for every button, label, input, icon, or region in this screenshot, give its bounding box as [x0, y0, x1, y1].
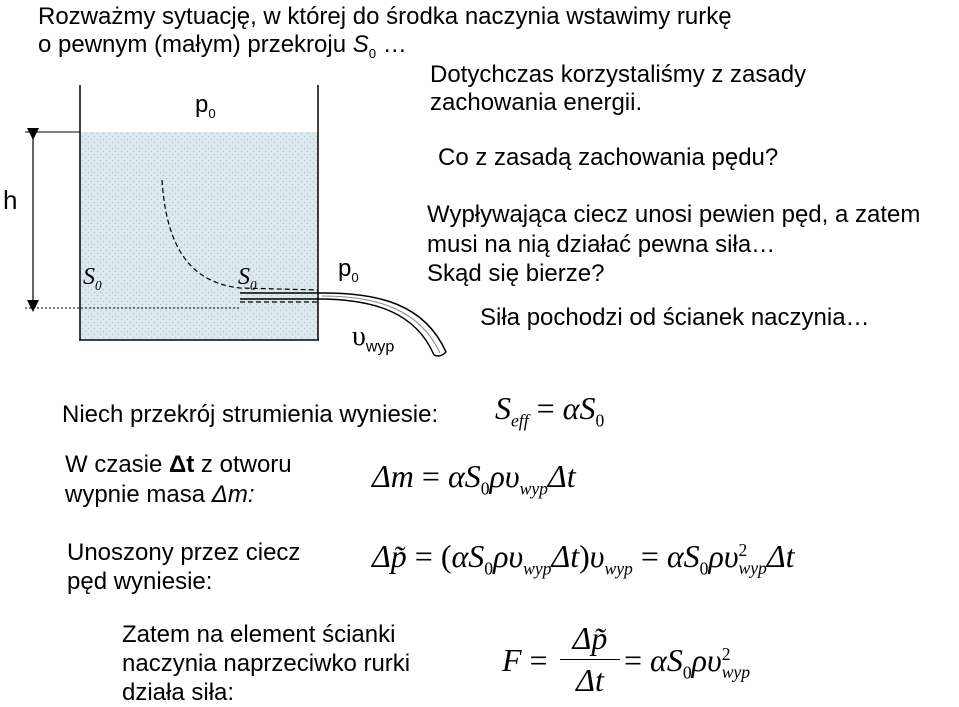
eq-term: ρυ [493, 538, 524, 574]
intro-line-2-text: o pewnym (małym) przekroju [38, 31, 347, 58]
eq-sub: 0 [484, 558, 494, 579]
eq-supsub [739, 542, 767, 577]
note-energy-1: Dotychczas korzystaliśmy z zasady [430, 61, 807, 88]
time-text-c: wypnie masa [65, 481, 212, 508]
eq-sign: = [406, 538, 441, 574]
force-text-3: działa siła: [122, 679, 235, 706]
force-text-2: naczynia naprzeciwko rurki [122, 650, 411, 677]
eq-term: ρυ [489, 458, 520, 494]
time-text-a: W czasie [65, 451, 170, 478]
s-symbol: S [83, 264, 95, 290]
eq-sub: 0 [682, 662, 692, 683]
eq-sign: = [624, 642, 651, 678]
s-subscript: 0 [250, 277, 257, 293]
eq-sub: eff [511, 410, 529, 431]
eq-term: αS [451, 538, 485, 574]
eq-paren: ( [440, 538, 452, 574]
eq-sign: = [521, 642, 548, 678]
time-text-dm: Δm: [211, 481, 255, 508]
eq-sign: = [632, 538, 667, 574]
area-label-tube [238, 263, 257, 300]
v-symbol: υ [352, 321, 366, 352]
time-text-2 [65, 480, 255, 509]
eq-sub: wyp [604, 558, 633, 579]
outflow-velocity-label [352, 322, 394, 362]
intro-s-subscript: 0 [368, 45, 377, 61]
eq-force-lhs [502, 642, 548, 679]
eq-term: Δm [372, 458, 414, 494]
intro-line-1: Rozważmy sytuację, w której do środka naczynia wstawimy rurkę [38, 3, 732, 30]
eq-denominator: Δt [576, 662, 604, 698]
eq-sub: wyp [519, 478, 548, 499]
s-symbol: S [238, 264, 250, 290]
eq-term: ρυ [708, 538, 739, 574]
note-energy-2: zachowania energii. [430, 89, 643, 116]
p-symbol: p [338, 255, 352, 282]
area-label-left [83, 263, 102, 300]
equation-mass [372, 458, 576, 499]
eq-term: υ [589, 538, 605, 574]
p-symbol: p [195, 91, 209, 118]
intro-line-2 [38, 30, 407, 68]
p-subscript: 0 [208, 105, 216, 121]
eq-sub: wyp [523, 558, 552, 579]
eq-force-rhs [624, 642, 750, 683]
eq-term: αS [562, 390, 596, 426]
eq-term: Δp̃ [372, 538, 407, 574]
v-subscript: wyp [365, 338, 395, 356]
pressure-right-label [338, 254, 359, 292]
time-text-delta: Δt [169, 451, 195, 478]
eq-term: αS [666, 538, 700, 574]
eq-term: Δt [547, 458, 576, 494]
s-subscript: 0 [95, 277, 102, 293]
note-answer: Siła pochodzi od ścianek naczynia… [480, 304, 870, 331]
eq-sub: wyp [738, 557, 767, 578]
eq-term: Δt [766, 538, 795, 574]
eq-sub: 0 [480, 478, 490, 499]
eq-sub: 0 [595, 410, 605, 431]
p-subscript: 0 [351, 269, 359, 285]
intro-s-symbol: S [352, 31, 369, 58]
time-text-1 [65, 450, 292, 479]
eq-supsub [722, 646, 750, 681]
eq-numerator: Δp̃ [572, 620, 608, 656]
height-label: h [3, 185, 18, 215]
eq-term: F [502, 642, 522, 678]
eq-sign: = [528, 390, 563, 426]
eq-force-fraction [560, 620, 620, 699]
eq-term: S [495, 390, 511, 426]
time-text-b: z otworu [194, 451, 292, 478]
force-text-1: Zatem na element ścianki [122, 621, 396, 648]
eq-sup: 2 [738, 540, 748, 561]
note-momentum-question: Co z zasadą zachowania pędu? [438, 144, 779, 171]
equation-momentum [372, 538, 795, 579]
equation-seff [495, 390, 604, 431]
eq-term: αS [447, 458, 481, 494]
note-force-2: musi na nią działać pewna siła… [427, 231, 776, 258]
momentum-text-1: Unoszony przez ciecz [67, 539, 301, 566]
eq-sup: 2 [721, 644, 731, 665]
eq-term: ρυ [691, 642, 722, 678]
eq-term: αS [650, 642, 683, 678]
note-force-1: Wypływająca ciecz unosi pewien pęd, a zatem [427, 201, 921, 228]
fraction-bar [560, 659, 620, 660]
intro-ellipsis: … [376, 31, 407, 58]
eq-sub: 0 [699, 558, 709, 579]
note-force-3: Skąd się bierze? [427, 260, 605, 287]
eq-sign: = [413, 458, 448, 494]
eq-term: Δt [551, 538, 580, 574]
momentum-text-2: pęd wyniesie: [67, 568, 213, 595]
pressure-top-label [195, 90, 216, 128]
eq-paren: ) [579, 538, 590, 574]
eq-sub: wyp [721, 661, 751, 682]
stream-text: Niech przekrój strumienia wyniesie: [62, 401, 439, 428]
